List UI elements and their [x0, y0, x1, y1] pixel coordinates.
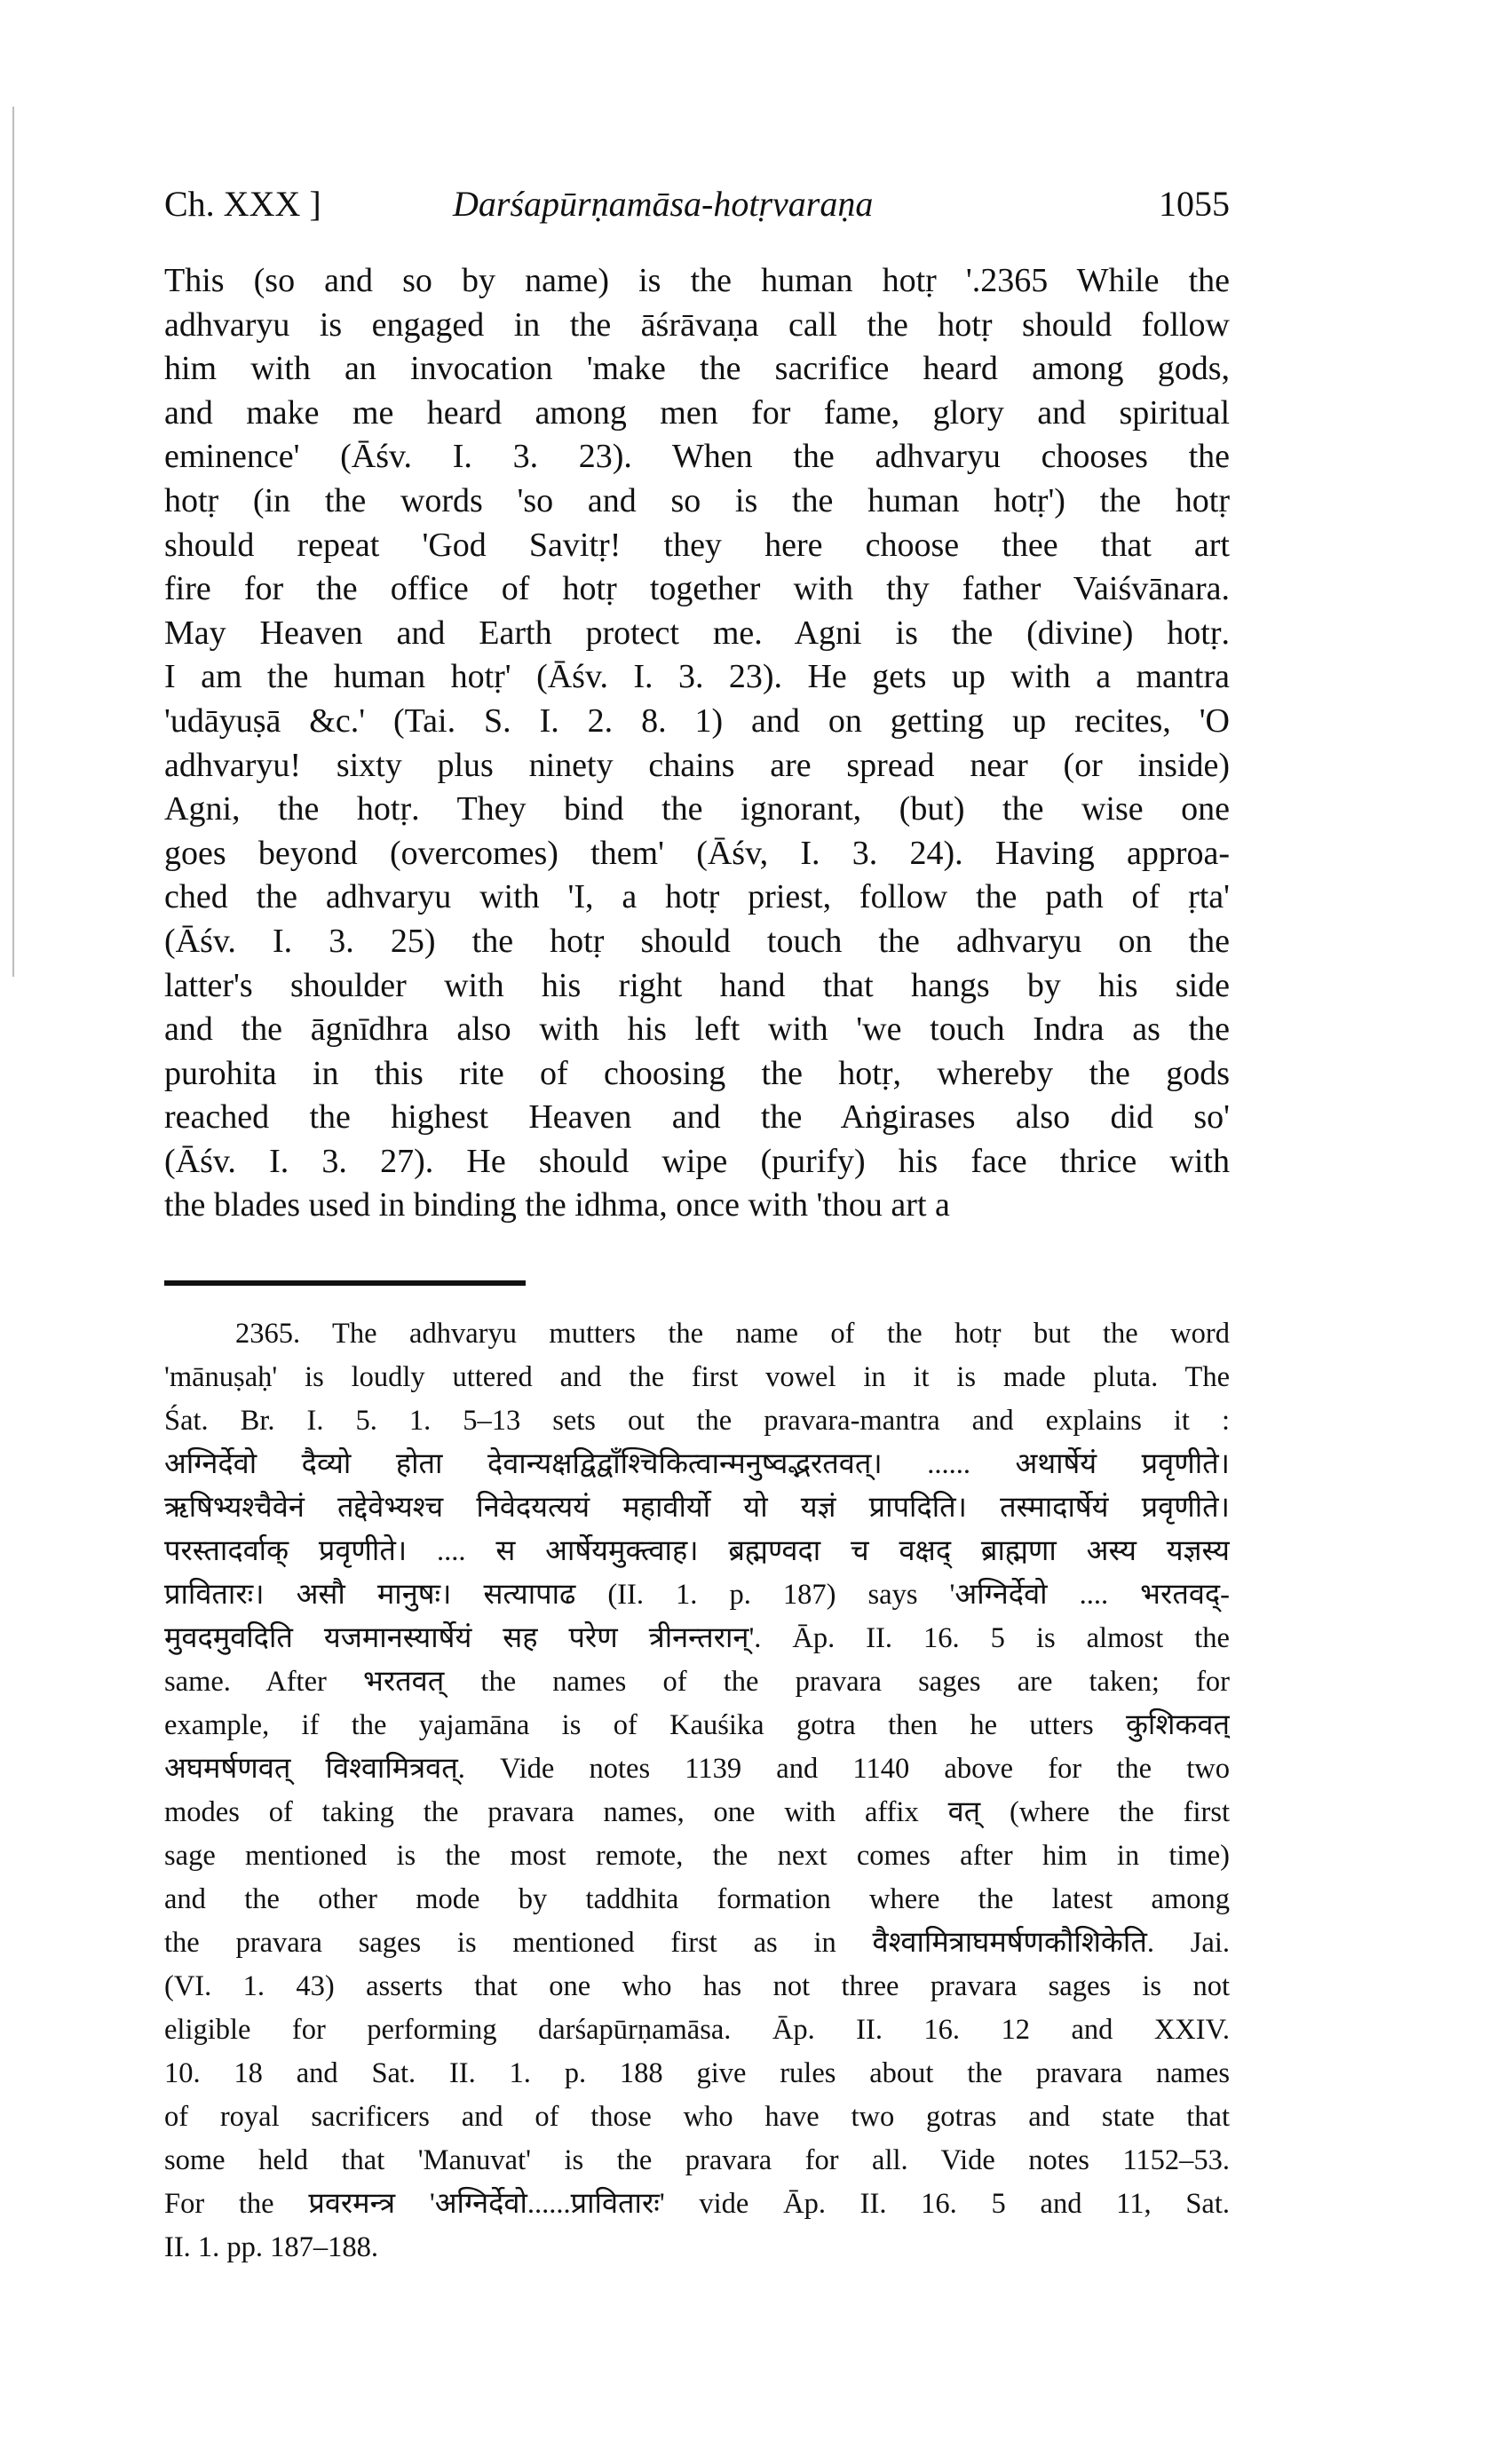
body-line: adhvaryu is engaged in the āśrāvaṇa call the hotṛ should follow — [164, 305, 1230, 344]
footnote-line: of royal sacrificers and of those who have two gotras and state that — [164, 2101, 1230, 2133]
footnote-line: (VI. 1. 43) asserts that one who has not three pravara sages is not — [164, 1970, 1230, 2002]
footnote-line: 2365. The adhvaryu mutters the name of the hotṛ but the word — [235, 1318, 1230, 1350]
body-line: fire for the office of hotṛ together with thy father Vaiśvānara. — [164, 570, 1230, 608]
body-line: purohita in this rite of choosing the hotṛ, whereby the gods — [164, 1054, 1230, 1092]
footnote-line: same. After भरतवत् the names of the pravara sages are taken; for — [164, 1666, 1230, 1698]
body-line: ched the adhvaryu with 'I, a hotṛ priest, follow the path of ṛta' — [164, 878, 1230, 916]
body-line: and make me heard among men for fame, glory and spiritual — [164, 393, 1230, 432]
body-line: goes beyond (overcomes) them' (Āśv, I. 3. 24). Having approa- — [164, 834, 1230, 872]
page-number: 1055 — [1159, 184, 1230, 224]
body-line: latter's shoulder with his right hand that hangs by his side — [164, 966, 1230, 1004]
footnote-line: and the other mode by taddhita formation where the latest among — [164, 1883, 1230, 1915]
footnote-line: II. 1. pp. 187–188. — [164, 2231, 379, 2263]
main-text — [164, 259, 1230, 1228]
footnote-line: sage mentioned is the most remote, the next comes after him in time) — [164, 1840, 1230, 1872]
body-line: reached the highest Heaven and the Aṅgirases also did so' — [164, 1098, 1230, 1137]
footnote-line: ऋषिभ्यश्चैवेनं तद्देवेभ्यश्च निवेदयत्ययं महावीर्यो यो यज्ञं प्रापदिति। तस्मादार्षेयं प्रवृणीते। — [164, 1492, 1230, 1524]
footnote-line: मुवदमुवदिति यजमानस्यार्षेयं सह परेण त्रीनन्तरान्'. Āp. II. 16. 5 is almost the — [164, 1622, 1230, 1654]
footnote-line: eligible for performing darśapūrṇamāsa. Āp. II. 16. 12 and XXIV. — [164, 2014, 1230, 2046]
footnote-line: modes of taking the pravara names, one with affix वत् (where the first — [164, 1796, 1230, 1828]
footnote-line: अग्निर्देवो दैव्यो होता देवान्यक्षद्विद्वाँश्चिकित्वान्मनुष्वद्भरतवत्। ...... अथार्षेयं प्रवृणीते। — [164, 1448, 1230, 1480]
body-line: hotṛ (in the words 'so and so is the human hotṛ') the hotṛ — [164, 481, 1230, 519]
body-line: eminence' (Āśv. I. 3. 23). When the adhvaryu chooses the — [164, 438, 1230, 476]
body-line: Agni, the hotṛ. They bind the ignorant, (but) the wise one — [164, 790, 1230, 828]
footnote-rule — [164, 1280, 526, 1286]
footnote-line: For the प्रवरमन्त्र 'अग्निर्देवो......प्रावितारः' vide Āp. II. 16. 5 and 11, Sat. — [164, 2188, 1230, 2220]
footnote-line: some held that 'Manuvat' is the pravara for all. Vide notes 1152–53. — [164, 2144, 1230, 2176]
body-line: I am the human hotṛ' (Āśv. I. 3. 23). He gets up with a mantra — [164, 658, 1230, 696]
body-line: This (so and so by name) is the human hotṛ '.2365 While the — [164, 262, 1230, 299]
body-line: the blades used in binding the idhma, once with 'thou art a — [164, 1186, 950, 1224]
body-line: him with an invocation 'make the sacrifice heard among gods, — [164, 350, 1230, 388]
body-line: and the āgnīdhra also with his left with 'we touch Indra as the — [164, 1010, 1230, 1049]
footnote-2365 — [164, 1312, 1230, 2270]
footnote-line: 'mānuṣaḥ' is loudly uttered and the first vowel in it is made pluta. The — [164, 1361, 1230, 1393]
body-line: should repeat 'God Savitṛ! they here choose thee that art — [164, 526, 1230, 564]
body-line: (Āśv. I. 3. 25) the hotṛ should touch the adhvaryu on the — [164, 922, 1230, 960]
footnote-line: परस्तादर्वाक् प्रवृणीते। .... स आर्षेयमुक्त्वाह। ब्रह्मण्वदा च वक्षद् ब्राह्मणा अस्य यज्ञस्य — [164, 1535, 1230, 1567]
body-line: (Āśv. I. 3. 27). He should wipe (purify) his face thrice with — [164, 1142, 1230, 1180]
body-line: 'udāyuṣā &c.' (Tai. S. I. 2. 8. 1) and on getting up recites, 'O — [164, 701, 1230, 740]
footnote-line: अघमर्षणवत् विश्वामित्रवत्. Vide notes 1139 and 1140 above for the two — [164, 1753, 1230, 1785]
body-line: May Heaven and Earth protect me. Agni is the (divine) hotṛ. — [164, 614, 1230, 652]
footnote-line: example, if the yajamāna is of Kauśika gotra then he utters कुशिकवत् — [164, 1709, 1230, 1741]
scan-edge-shadow — [12, 107, 14, 977]
footnote-line: 10. 18 and Sat. II. 1. p. 188 give rules about the pravara names — [164, 2057, 1230, 2089]
page-header — [164, 183, 1230, 236]
footnote-line: प्रावितारः। असौ मानुषः। सत्यापाढ (II. 1. p. 187) says 'अग्निर्देवो .... भरतवद्- — [164, 1579, 1230, 1611]
footnote-line: Śat. Br. I. 5. 1. 5–13 sets out the pravara-mantra and explains it : — [164, 1405, 1230, 1437]
footnote-line: the pravara sages is mentioned first as in वैश्वामित्राघमर्षणकौशिकेति. Jai. — [164, 1927, 1230, 1959]
running-title: Darśapūrṇamāsa-hotṛvaraṇa — [453, 184, 874, 224]
body-line: adhvaryu! sixty plus ninety chains are spread near (or inside) — [164, 746, 1230, 784]
chapter-label: Ch. XXX ] — [164, 184, 321, 224]
